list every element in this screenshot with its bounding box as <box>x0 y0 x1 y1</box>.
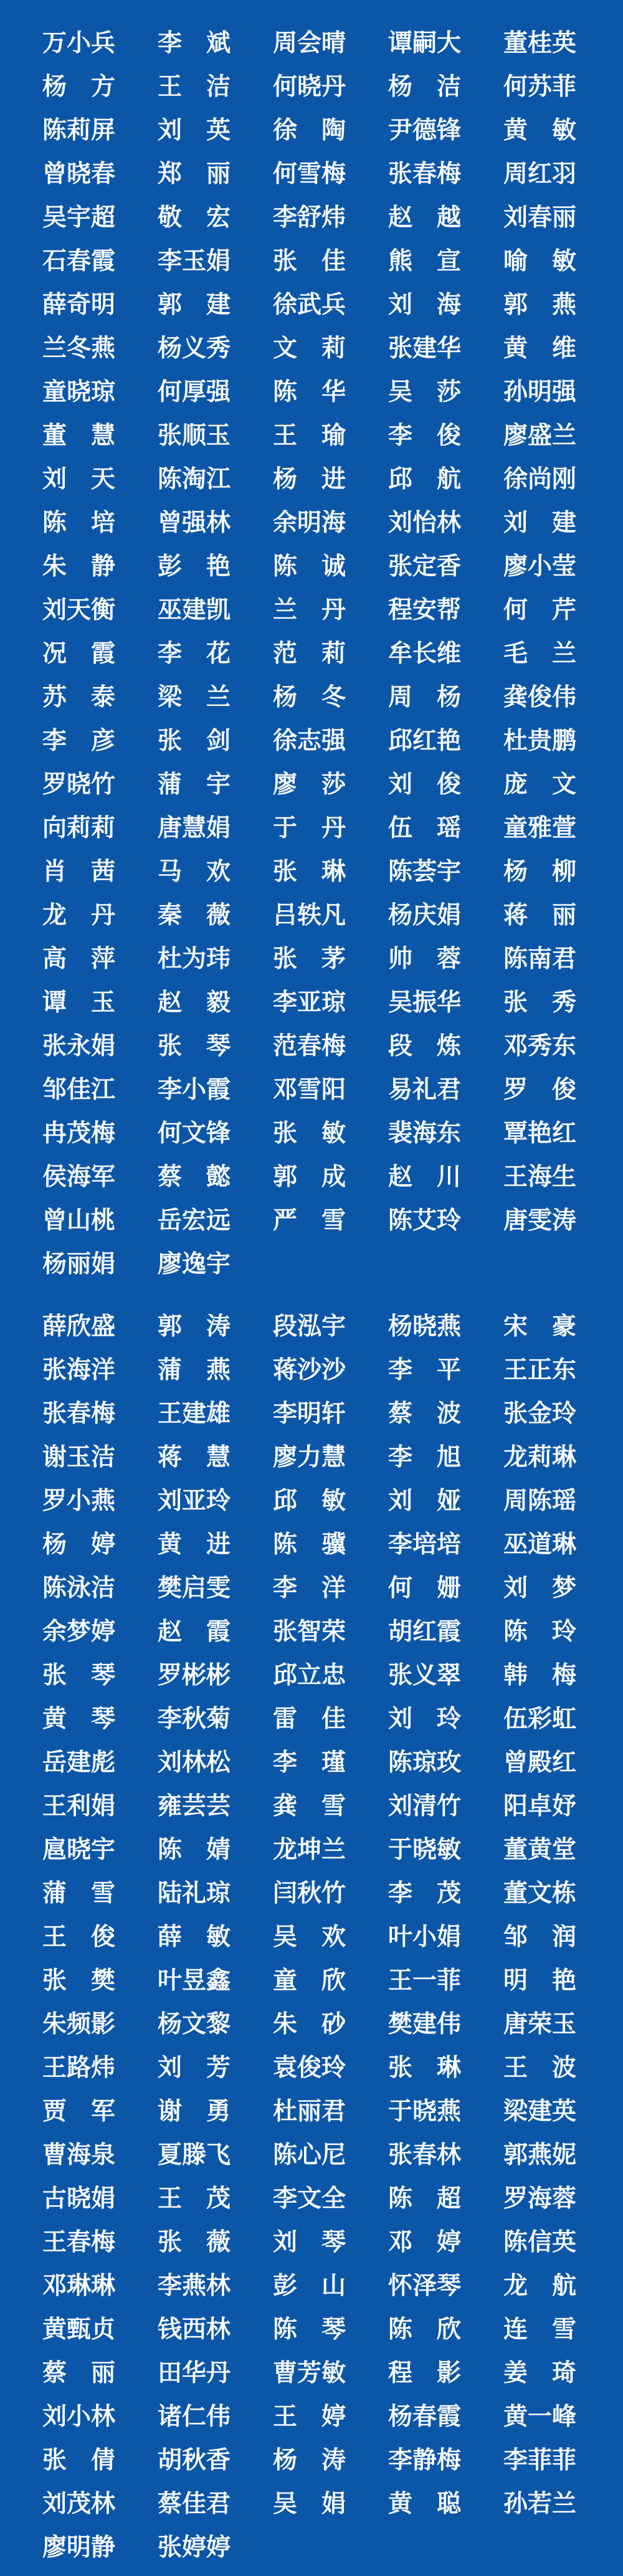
name-entry: 陈信英 <box>503 2228 577 2256</box>
name-entry: 张定香 <box>388 552 462 581</box>
name-entry: 吴振华 <box>388 988 462 1017</box>
name-entry: 廖明静 <box>42 2533 116 2562</box>
name-entry: 易礼君 <box>388 1075 462 1104</box>
name-entry: 张顺玉 <box>158 421 231 450</box>
name-entry: 蔡 波 <box>388 1399 462 1428</box>
name-entry: 叶小娟 <box>388 1922 462 1951</box>
name-entry: 周 杨 <box>388 683 462 711</box>
name-entry: 诸仁伟 <box>158 2402 231 2431</box>
name-entry: 李亚琼 <box>273 988 346 1017</box>
name-entry: 袁俊玲 <box>273 2053 346 2082</box>
name-entry: 周红羽 <box>503 159 577 188</box>
name-entry: 苏 泰 <box>42 683 116 711</box>
name-entry: 罗小燕 <box>42 1486 116 1515</box>
name-entry: 邓雪阳 <box>273 1075 346 1104</box>
name-entry: 敬 宏 <box>158 203 231 232</box>
name-entry: 于晓敏 <box>388 1835 462 1864</box>
name-entry: 伍彩虹 <box>503 1704 577 1733</box>
name-entry: 陈心尼 <box>273 2141 346 2169</box>
name-entry: 李菲菲 <box>503 2446 577 2474</box>
name-entry: 杨 婷 <box>42 1530 116 1559</box>
name-entry: 刘 琴 <box>273 2228 346 2256</box>
name-entry: 何 芹 <box>503 596 577 624</box>
name-entry: 张 琳 <box>388 2053 462 2082</box>
name-entry: 陆礼琼 <box>158 1879 231 1908</box>
name-entry: 廖盛兰 <box>503 421 577 450</box>
name-entry: 刘 梦 <box>503 1574 577 1602</box>
name-entry: 何文锋 <box>158 1119 231 1148</box>
name-entry: 曾殿红 <box>503 1748 577 1777</box>
name-entry: 张海洋 <box>42 1356 116 1384</box>
name-entry: 段泓宇 <box>273 1312 346 1341</box>
name-entry: 刘怡林 <box>388 508 462 537</box>
name-entry: 廖逸宇 <box>158 1250 231 1278</box>
name-entry: 郭 涛 <box>158 1312 231 1341</box>
name-entry: 张 琳 <box>273 857 346 886</box>
name-entry: 郭 成 <box>273 1162 346 1191</box>
name-entry: 徐武兵 <box>273 290 346 319</box>
name-entry: 徐 陶 <box>273 116 346 145</box>
name-grid <box>42 1311 603 2576</box>
name-entry: 刘林松 <box>158 1748 231 1777</box>
name-entry: 邹 润 <box>503 1922 577 1951</box>
name-entry: 古晓娟 <box>42 2184 116 2213</box>
name-entry: 王春梅 <box>42 2228 116 2256</box>
name-entry: 陈泳洁 <box>42 1574 116 1602</box>
name-entry: 龙莉琳 <box>503 1443 577 1471</box>
name-entry: 黄一峰 <box>503 2402 577 2431</box>
name-entry: 邱 航 <box>388 465 462 493</box>
name-entry: 李燕林 <box>158 2271 231 2300</box>
name-entry: 杨春霞 <box>388 2402 462 2431</box>
name-entry: 梁 兰 <box>158 683 231 711</box>
name-entry: 彭 艳 <box>158 552 231 581</box>
name-entry: 邹佳江 <box>42 1075 116 1104</box>
name-entry: 刘小林 <box>42 2402 116 2431</box>
name-entry: 宋 豪 <box>503 1312 577 1341</box>
name-entry: 童晓琼 <box>42 378 116 406</box>
name-entry: 彭 山 <box>273 2271 346 2300</box>
name-entry: 刘清竹 <box>388 1792 462 1820</box>
name-entry: 蒋 丽 <box>503 901 577 929</box>
name-entry: 邱红艳 <box>388 726 462 755</box>
name-entry: 杜贵鹏 <box>503 726 577 755</box>
name-entry: 王 俊 <box>42 1922 116 1951</box>
name-entry: 赵 川 <box>388 1162 462 1191</box>
name-entry: 邓 婷 <box>388 2228 462 2256</box>
name-entry: 胡红霞 <box>388 1617 462 1646</box>
name-entry: 石春霞 <box>42 247 116 275</box>
name-entry: 李 彦 <box>42 726 116 755</box>
name-entry: 巫建凯 <box>158 596 231 624</box>
name-entry: 陈 婧 <box>158 1835 231 1864</box>
name-entry: 扈晓宇 <box>42 1835 116 1864</box>
name-entry: 朱频影 <box>42 2010 116 2038</box>
name-entry: 陈琼玫 <box>388 1748 462 1777</box>
name-entry: 李文全 <box>273 2184 346 2213</box>
name-entry: 朱 静 <box>42 552 116 581</box>
name-entry: 何厚强 <box>158 378 231 406</box>
name-entry: 覃艳红 <box>503 1119 577 1148</box>
name-grid <box>42 28 603 1293</box>
name-entry: 杜丽君 <box>273 2097 346 2126</box>
name-entry: 罗晓竹 <box>42 770 116 799</box>
name-entry: 牟长维 <box>388 639 462 668</box>
name-entry: 郭 建 <box>158 290 231 319</box>
name-entry: 陈艾玲 <box>388 1206 462 1235</box>
name-entry: 王 波 <box>503 2053 577 2082</box>
name-entry: 刘 天 <box>42 465 116 493</box>
name-entry: 谢 勇 <box>158 2097 231 2126</box>
name-entry: 何苏菲 <box>503 72 577 101</box>
name-entry: 王一菲 <box>388 1966 462 1995</box>
name-entry: 廖 莎 <box>273 770 346 799</box>
name-entry: 程 影 <box>388 2359 462 2387</box>
name-entry: 张婷婷 <box>158 2533 231 2562</box>
name-entry: 刘亚玲 <box>158 1486 231 1515</box>
name-entry: 曾晓春 <box>42 159 116 188</box>
name-entry: 赵 越 <box>388 203 462 232</box>
name-entry: 张义翠 <box>388 1661 462 1690</box>
name-entry: 杨义秀 <box>158 334 231 363</box>
name-entry: 万小兵 <box>42 29 116 57</box>
name-entry: 李 平 <box>388 1356 462 1384</box>
name-entry: 李 茂 <box>388 1879 462 1908</box>
name-entry: 肖 茜 <box>42 857 116 886</box>
name-entry: 黄 聪 <box>388 2489 462 2518</box>
name-entry: 陈淘江 <box>158 465 231 493</box>
name-entry: 刘 芳 <box>158 2053 231 2082</box>
name-entry: 廖小莹 <box>503 552 577 581</box>
name-entry: 马 欢 <box>158 857 231 886</box>
name-entry: 吴 莎 <box>388 378 462 406</box>
name-entry: 巫道琳 <box>503 1530 577 1559</box>
name-entry: 毛 兰 <box>503 639 577 668</box>
name-entry: 王海生 <box>503 1162 577 1191</box>
name-entry: 谢玉洁 <box>42 1443 116 1471</box>
name-entry: 刘春丽 <box>503 203 577 232</box>
name-entry: 邓秀东 <box>503 1032 577 1060</box>
name-entry: 兰 丹 <box>273 596 346 624</box>
name-entry: 韩 梅 <box>503 1661 577 1690</box>
name-entry: 陈 骥 <box>273 1530 346 1559</box>
name-entry: 邱 敏 <box>273 1486 346 1515</box>
name-entry: 董文栋 <box>503 1879 577 1908</box>
name-entry: 蒲 雪 <box>42 1879 116 1908</box>
name-entry: 王建雄 <box>158 1399 231 1428</box>
name-entry: 钱西林 <box>158 2315 231 2344</box>
name-entry: 刘 娅 <box>388 1486 462 1515</box>
name-entry: 杨 洁 <box>388 72 462 101</box>
name-entry: 余梦婷 <box>42 1617 116 1646</box>
name-entry: 岳建彪 <box>42 1748 116 1777</box>
name-entry: 童雅萱 <box>503 814 577 842</box>
name-entry: 龙坤兰 <box>273 1835 346 1864</box>
name-entry: 蔡 懿 <box>158 1162 231 1191</box>
name-entry: 杨文黎 <box>158 2010 231 2038</box>
name-list-section-1 <box>42 28 603 1293</box>
name-entry: 李 旭 <box>388 1443 462 1471</box>
name-entry: 雍芸芸 <box>158 1792 231 1820</box>
name-entry: 于 丹 <box>273 814 346 842</box>
name-entry: 黄 进 <box>158 1530 231 1559</box>
name-entry: 阳卓妤 <box>503 1792 577 1820</box>
name-entry: 尹德锋 <box>388 116 462 145</box>
name-entry: 杨晓燕 <box>388 1312 462 1341</box>
name-entry: 陈南君 <box>503 944 577 973</box>
name-entry: 谭 玉 <box>42 988 116 1017</box>
name-entry: 杨 涛 <box>273 2446 346 2474</box>
name-entry: 雷 佳 <box>273 1704 346 1733</box>
name-entry: 李小霞 <box>158 1075 231 1104</box>
name-entry: 罗海蓉 <box>503 2184 577 2213</box>
name-entry: 曾山桃 <box>42 1206 116 1235</box>
name-entry: 张 樊 <box>42 1966 116 1995</box>
name-entry: 邱立忠 <box>273 1661 346 1690</box>
name-entry: 曾强林 <box>158 508 231 537</box>
name-entry: 杨 方 <box>42 72 116 101</box>
name-entry: 刘 海 <box>388 290 462 319</box>
name-entry: 姜 琦 <box>503 2359 577 2387</box>
name-entry: 吴 欢 <box>273 1922 346 1951</box>
name-entry: 裴海东 <box>388 1119 462 1148</box>
name-entry: 王 茂 <box>158 2184 231 2213</box>
name-entry: 董 慧 <box>42 421 116 450</box>
name-entry: 刘 玲 <box>388 1704 462 1733</box>
name-entry: 秦 薇 <box>158 901 231 929</box>
name-entry: 张 倩 <box>42 2446 116 2474</box>
name-entry: 胡秋香 <box>158 2446 231 2474</box>
name-entry: 何雪梅 <box>273 159 346 188</box>
name-entry: 段 炼 <box>388 1032 462 1060</box>
name-entry: 唐雯涛 <box>503 1206 577 1235</box>
name-entry: 薛欣盛 <box>42 1312 116 1341</box>
name-entry: 张永娟 <box>42 1032 116 1060</box>
name-entry: 杨庆娟 <box>388 901 462 929</box>
name-entry: 张金玲 <box>503 1399 577 1428</box>
name-entry: 唐荣玉 <box>503 2010 577 2038</box>
name-entry: 明 艳 <box>503 1966 577 1995</box>
name-entry: 梁建英 <box>503 2097 577 2126</box>
name-entry: 李玉娟 <box>158 247 231 275</box>
name-entry: 李培培 <box>388 1530 462 1559</box>
name-entry: 童 欣 <box>273 1966 346 1995</box>
name-entry: 张 琴 <box>158 1032 231 1060</box>
name-entry: 喻 敏 <box>503 247 577 275</box>
name-entry: 王路炜 <box>42 2053 116 2082</box>
name-entry: 薛奇明 <box>42 290 116 319</box>
name-entry: 徐尚刚 <box>503 465 577 493</box>
name-entry: 张 秀 <box>503 988 577 1017</box>
name-entry: 范春梅 <box>273 1032 346 1060</box>
name-entry: 廖力慧 <box>273 1443 346 1471</box>
name-entry: 曹海泉 <box>42 2141 116 2169</box>
name-entry: 陈 华 <box>273 378 346 406</box>
name-entry: 李明轩 <box>273 1399 346 1428</box>
name-entry: 连 雪 <box>503 2315 577 2344</box>
name-entry: 郭 燕 <box>503 290 577 319</box>
name-entry: 樊启雯 <box>158 1574 231 1602</box>
name-entry: 黄 琴 <box>42 1704 116 1733</box>
name-entry: 曹芳敏 <box>273 2359 346 2387</box>
name-entry: 陈 欣 <box>388 2315 462 2344</box>
name-entry: 周陈瑶 <box>503 1486 577 1515</box>
name-entry: 于晓燕 <box>388 2097 462 2126</box>
name-entry: 刘 俊 <box>388 770 462 799</box>
name-entry: 严 雪 <box>273 1206 346 1235</box>
name-entry: 杨 冬 <box>273 683 346 711</box>
name-entry: 吴 娟 <box>273 2489 346 2518</box>
name-entry: 周会晴 <box>273 29 346 57</box>
name-entry: 龙 丹 <box>42 901 116 929</box>
name-entry: 伍 瑶 <box>388 814 462 842</box>
name-entry: 陈 玲 <box>503 1617 577 1646</box>
name-entry: 徐志强 <box>273 726 346 755</box>
name-entry: 蒲 燕 <box>158 1356 231 1384</box>
name-entry: 文 莉 <box>273 334 346 363</box>
name-entry: 陈 超 <box>388 2184 462 2213</box>
name-entry: 杨丽娟 <box>42 1250 116 1278</box>
name-entry: 叶昱鑫 <box>158 1966 231 1995</box>
name-entry: 孙明强 <box>503 378 577 406</box>
name-entry: 龙 航 <box>503 2271 577 2300</box>
name-entry: 孙若兰 <box>503 2489 577 2518</box>
name-list-section-2 <box>42 1311 603 2576</box>
name-entry: 李 斌 <box>158 29 231 57</box>
name-entry: 吕轶凡 <box>273 901 346 929</box>
name-entry: 蒋 慧 <box>158 1443 231 1471</box>
name-entry: 张春梅 <box>42 1399 116 1428</box>
name-entry: 蔡佳君 <box>158 2489 231 2518</box>
name-entry: 罗彬彬 <box>158 1661 231 1690</box>
name-entry: 田华丹 <box>158 2359 231 2387</box>
name-entry: 陈荟宇 <box>388 857 462 886</box>
name-entry: 李 花 <box>158 639 231 668</box>
name-entry: 陈 诚 <box>273 552 346 581</box>
name-entry: 怀泽琴 <box>388 2271 462 2300</box>
name-entry: 刘 建 <box>503 508 577 537</box>
name-entry: 程安帮 <box>388 596 462 624</box>
name-entry: 范 莉 <box>273 639 346 668</box>
name-entry: 张智荣 <box>273 1617 346 1646</box>
name-entry: 黄甄贞 <box>42 2315 116 2344</box>
name-entry: 何 姗 <box>388 1574 462 1602</box>
name-entry: 王利娟 <box>42 1792 116 1820</box>
name-entry: 郭燕妮 <box>503 2141 577 2169</box>
name-entry: 蒋沙沙 <box>273 1356 346 1384</box>
name-entry: 黄 敏 <box>503 116 577 145</box>
name-entry: 张春林 <box>388 2141 462 2169</box>
name-entry: 黄 维 <box>503 334 577 363</box>
name-entry: 高 萍 <box>42 944 116 973</box>
name-entry: 董桂英 <box>503 29 577 57</box>
name-entry: 赵 毅 <box>158 988 231 1017</box>
name-entry: 李 洋 <box>273 1574 346 1602</box>
name-entry: 张 茅 <box>273 944 346 973</box>
name-entry: 向莉莉 <box>42 814 116 842</box>
name-entry: 张建华 <box>388 334 462 363</box>
name-entry: 陈莉屏 <box>42 116 116 145</box>
name-entry: 张 琴 <box>42 1661 116 1690</box>
name-entry: 谭嗣大 <box>388 29 462 57</box>
name-entry: 李 俊 <box>388 421 462 450</box>
name-entry: 龚俊伟 <box>503 683 577 711</box>
name-entry: 何晓丹 <box>273 72 346 101</box>
name-entry: 况 霞 <box>42 639 116 668</box>
name-entry: 闫秋竹 <box>273 1879 346 1908</box>
name-entry: 王 洁 <box>158 72 231 101</box>
name-entry: 王正东 <box>503 1356 577 1384</box>
name-entry: 王 婷 <box>273 2402 346 2431</box>
name-entry: 李静梅 <box>388 2446 462 2474</box>
name-entry: 樊建伟 <box>388 2010 462 2038</box>
name-entry: 岳宏远 <box>158 1206 231 1235</box>
name-entry: 杨 柳 <box>503 857 577 886</box>
name-entry: 兰冬燕 <box>42 334 116 363</box>
name-entry: 郑 丽 <box>158 159 231 188</box>
name-entry: 熊 宣 <box>388 247 462 275</box>
name-entry: 庞 文 <box>503 770 577 799</box>
name-entry: 帅 蓉 <box>388 944 462 973</box>
name-entry: 蔡 丽 <box>42 2359 116 2387</box>
name-entry: 董黄堂 <box>503 1835 577 1864</box>
name-entry: 张 佳 <box>273 247 346 275</box>
name-entry: 唐慧娟 <box>158 814 231 842</box>
name-entry: 蒲 宇 <box>158 770 231 799</box>
name-entry: 王 瑜 <box>273 421 346 450</box>
name-entry: 张 剑 <box>158 726 231 755</box>
name-entry: 贾 军 <box>42 2097 116 2126</box>
name-entry: 冉茂梅 <box>42 1119 116 1148</box>
name-entry: 赵 霞 <box>158 1617 231 1646</box>
name-entry: 陈 培 <box>42 508 116 537</box>
name-entry: 张 敏 <box>273 1119 346 1148</box>
name-entry: 邓琳琳 <box>42 2271 116 2300</box>
name-entry: 刘茂林 <box>42 2489 116 2518</box>
name-entry: 龚 雪 <box>273 1792 346 1820</box>
name-entry: 侯海军 <box>42 1162 116 1191</box>
name-entry: 张 薇 <box>158 2228 231 2256</box>
name-entry: 李舒炜 <box>273 203 346 232</box>
name-entry: 夏滕飞 <box>158 2141 231 2169</box>
name-entry: 李秋菊 <box>158 1704 231 1733</box>
name-entry: 罗 俊 <box>503 1075 577 1104</box>
name-entry: 刘 英 <box>158 116 231 145</box>
name-entry: 杨 进 <box>273 465 346 493</box>
name-entry: 张春梅 <box>388 159 462 188</box>
name-entry: 朱 砂 <box>273 2010 346 2038</box>
name-entry: 薛 敏 <box>158 1922 231 1951</box>
name-entry: 李 瑾 <box>273 1748 346 1777</box>
name-entry: 陈 琴 <box>273 2315 346 2344</box>
name-entry: 吴宇超 <box>42 203 116 232</box>
name-entry: 刘天衡 <box>42 596 116 624</box>
name-entry: 杜为玮 <box>158 944 231 973</box>
name-entry: 余明海 <box>273 508 346 537</box>
